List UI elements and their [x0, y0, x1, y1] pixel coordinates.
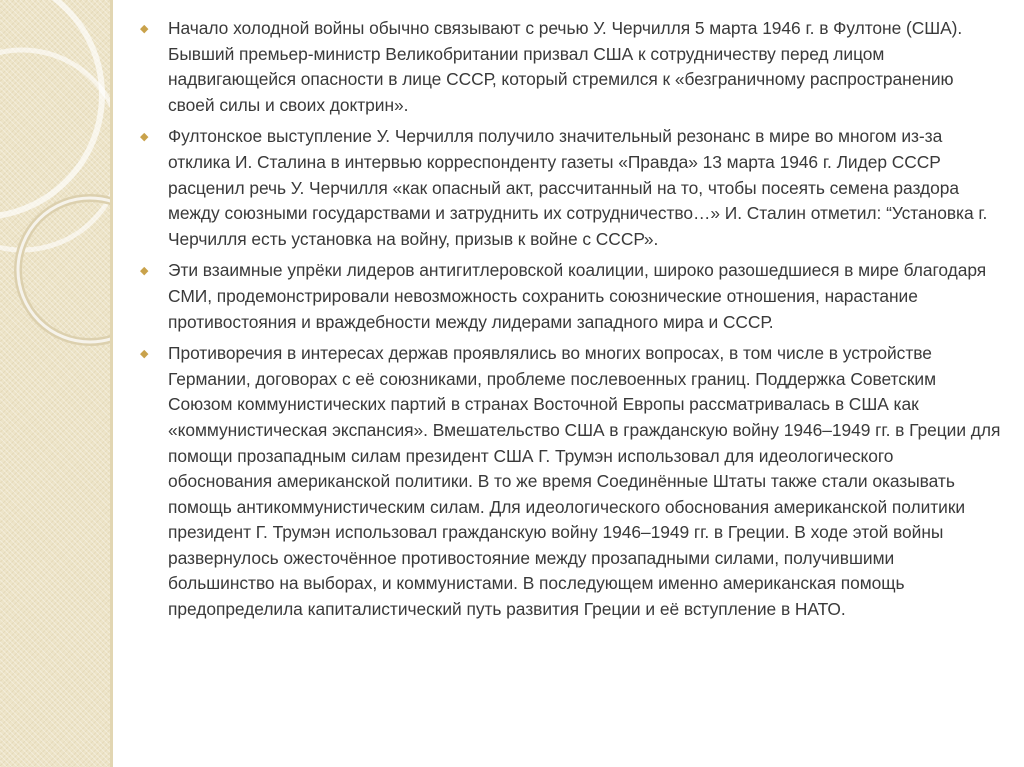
bullet-item-3 [140, 258, 1002, 335]
diamond-bullet-icon: ◆ [140, 23, 149, 35]
bullet-text: Начало холодной войны обычно связывают с речью У. Черчилля 5 марта 1946 г. в Фултоне (США). Бывший премьер-министр Великобритании призвал США к сотрудничеству перед лицом надвигающейся опасности в лице СССР, который стремился к «безграничному распространению своей силы и своих доктрин». [168, 18, 963, 115]
decorative-rings-icon [0, 0, 113, 767]
panel-edge [110, 0, 113, 767]
diamond-bullet-icon: ◆ [140, 131, 149, 144]
bullet-item-4 [140, 341, 1002, 623]
bullet-text: Противоречия в интересах держав проявлялись во многих вопросах, в том числе в устройстве Германии, договорах с её союзниками, проблеме послевоенных границ. Поддержка Советским Союзом коммунистических партий в странах Восточной Европы рассматривалась в США как «коммунистическая экспансия». Вмешательство США в гражданскую войну 1946–1949 гг. в Греции для помощи прозападным силам президент США Г. Трумэн использовал для идеологического обоснования американской политики. В то же время Соединённые Штаты также стали оказывать помощь антикоммунистическим силам. Для идеологического обоснования американской политики президент Г. Трумэн использовал гражданскую войну 1946–1949 гг. в Греции. В ходе этой войны развернулось ожесточённое противостояние между прозападными силами, получившими большинство на выборах, и коммунистами. В последующем именно американская помощь предопределила капиталистический путь развития Греции и её вступление в НАТО. [168, 343, 1001, 620]
decorative-side-panel [0, 0, 113, 767]
bullet-text: Фултонское выступление У. Черчилля получило значительный резонанс в мире во многом из-за отклика И. Сталина в интервью корреспонденту газеты «Правда» 13 марта 1946 г. Лидер СССР расценил речь У. Черчилля «как опасный акт, рассчитанный на то, чтобы посеять семена раздора между союзными государствами и затруднить их сотрудничество…» И. Сталин отметил: “Установка г. Черчилля есть установка на войну, призыв к войне с СССР». [168, 126, 988, 249]
bullet-item-1 [140, 16, 1002, 118]
diamond-bullet-icon: ◆ [140, 265, 149, 278]
bullet-text: Эти взаимные упрёки лидеров антигитлеровской коалиции, широко разошедшиеся в мире благодаря СМИ, продемонстрировали невозможность сохранить союзнические отношения, нарастание противостояния и враждебности между лидерами западного мира и СССР. [168, 260, 987, 332]
diamond-bullet-icon: ◆ [140, 348, 149, 361]
bullet-item-2 [140, 124, 1002, 252]
bullet-list [140, 16, 1002, 629]
